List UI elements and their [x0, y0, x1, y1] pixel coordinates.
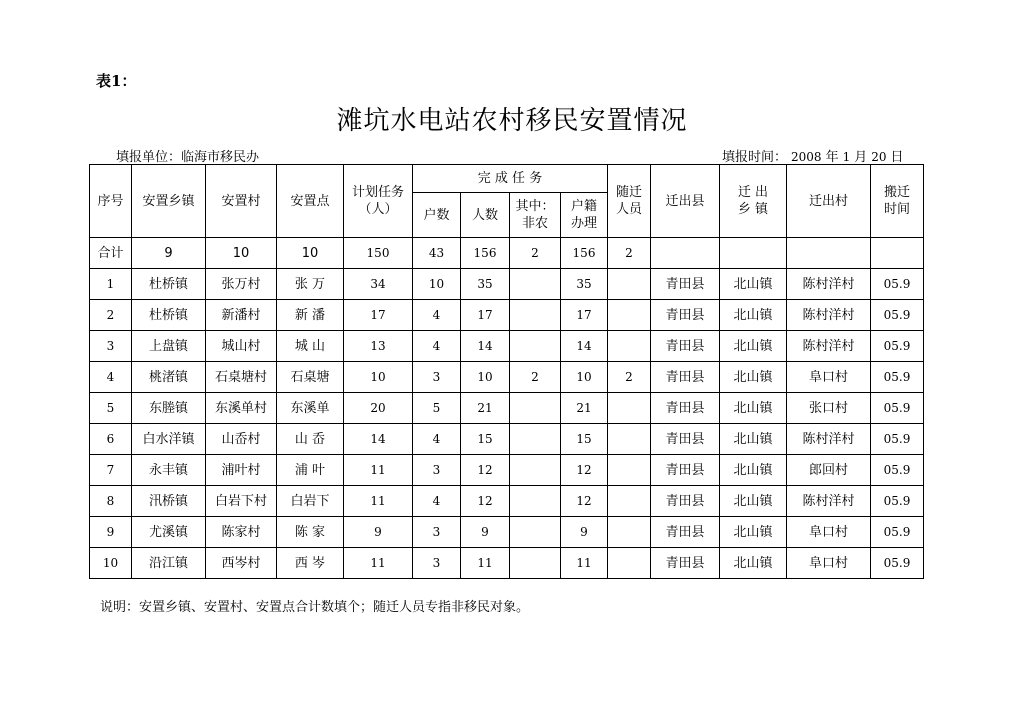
table-cell: 北山镇 — [720, 393, 787, 424]
table-cell: 11 — [561, 548, 608, 579]
table-cell: 11 — [344, 486, 413, 517]
header-out-county: 迁出县 — [651, 165, 720, 238]
table-row — [90, 424, 924, 455]
table-row — [90, 269, 924, 300]
table-cell: 3 — [413, 548, 461, 579]
table-cell: 8 — [90, 486, 132, 517]
table-cell: 张 万 — [277, 269, 344, 300]
table-cell: 10 — [344, 362, 413, 393]
table-cell: 17 — [461, 300, 510, 331]
table-cell: 沿江镇 — [132, 548, 206, 579]
table-cell — [510, 424, 561, 455]
table-cell: 17 — [344, 300, 413, 331]
table-cell — [608, 548, 651, 579]
table-cell — [608, 300, 651, 331]
table-cell: 05.9 — [871, 486, 924, 517]
table-cell: 15 — [561, 424, 608, 455]
table-cell: 150 — [344, 238, 413, 269]
table-cell — [510, 455, 561, 486]
table-cell: 05.9 — [871, 517, 924, 548]
table-cell: 156 — [561, 238, 608, 269]
table-cell: 青田县 — [651, 300, 720, 331]
table-cell: 10 — [561, 362, 608, 393]
table-cell: 石桌塘 — [277, 362, 344, 393]
table-cell: 白岩下 — [277, 486, 344, 517]
table-cell — [608, 393, 651, 424]
table-cell: 20 — [344, 393, 413, 424]
date-day: 20 — [871, 150, 887, 164]
table-cell: 9 — [561, 517, 608, 548]
table-cell: 杜桥镇 — [132, 300, 206, 331]
header-plan-line1: 计划任务 — [351, 185, 404, 200]
table-cell: 张万村 — [206, 269, 277, 300]
table-cell: 北山镇 — [720, 269, 787, 300]
table-cell: 11 — [344, 548, 413, 579]
table-cell: 35 — [561, 269, 608, 300]
header-seq: 序号 — [90, 165, 132, 238]
table-cell: 青田县 — [651, 517, 720, 548]
table-cell: 12 — [561, 486, 608, 517]
table-cell: 12 — [461, 486, 510, 517]
table-row — [90, 455, 924, 486]
table-cell — [608, 269, 651, 300]
table-cell — [608, 424, 651, 455]
table-cell — [787, 238, 871, 269]
table-cell: 4 — [413, 300, 461, 331]
table-cell: 9 — [344, 517, 413, 548]
table-cell: 浦叶村 — [206, 455, 277, 486]
table-cell: 14 — [561, 331, 608, 362]
table-cell — [608, 455, 651, 486]
table-cell: 陈家村 — [206, 517, 277, 548]
table-cell: 05.9 — [871, 548, 924, 579]
table-cell: 2 — [90, 300, 132, 331]
table-cell: 11 — [461, 548, 510, 579]
table-cell: 阜口村 — [787, 517, 871, 548]
table-cell: 156 — [461, 238, 510, 269]
table-cell: 10 — [277, 238, 344, 269]
table-cell: 青田县 — [651, 486, 720, 517]
table-cell: 11 — [344, 455, 413, 486]
table-cell: 14 — [461, 331, 510, 362]
table-cell: 陈村洋村 — [787, 486, 871, 517]
reporting-unit: 填报单位：临海市移民办 — [116, 150, 260, 165]
table-cell: 陈村洋村 — [787, 300, 871, 331]
table-cell: 北山镇 — [720, 300, 787, 331]
date-month-unit: 月 — [854, 150, 868, 165]
table-label: 表1： — [96, 72, 137, 90]
header-move-time-line1: 搬迁 — [883, 185, 910, 200]
table-cell: 北山镇 — [720, 362, 787, 393]
table-row — [90, 393, 924, 424]
table-cell: 2 — [510, 362, 561, 393]
table-cell: 2 — [608, 238, 651, 269]
table-cell: 21 — [561, 393, 608, 424]
table-cell: 12 — [561, 455, 608, 486]
table-cell: 05.9 — [871, 269, 924, 300]
table-row — [90, 362, 924, 393]
table-cell: 北山镇 — [720, 331, 787, 362]
table-cell: 陈村洋村 — [787, 331, 871, 362]
table-cell — [871, 238, 924, 269]
table-cell — [510, 331, 561, 362]
date-year-unit: 年 — [825, 150, 839, 165]
table-cell: 13 — [344, 331, 413, 362]
table-cell: 阜口村 — [787, 548, 871, 579]
table-cell: 新潘村 — [206, 300, 277, 331]
table-cell: 9 — [90, 517, 132, 548]
table-cell: 西岑村 — [206, 548, 277, 579]
header-out-town-line1: 迁 出 — [737, 185, 769, 200]
table-cell: 5 — [90, 393, 132, 424]
header-follow — [608, 165, 651, 238]
table-cell: 尤溪镇 — [132, 517, 206, 548]
table-cell: 10 — [206, 238, 277, 269]
table-row — [90, 300, 924, 331]
table-cell: 白岩下村 — [206, 486, 277, 517]
header-nonfarm — [510, 193, 561, 238]
header-out-town — [720, 165, 787, 238]
table-cell: 北山镇 — [720, 486, 787, 517]
table-cell: 东溪单村 — [206, 393, 277, 424]
table-cell: 10 — [461, 362, 510, 393]
header-nonfarm-line2: 非农 — [521, 216, 548, 231]
table-cell: 陈村洋村 — [787, 269, 871, 300]
header-persons: 人数 — [461, 193, 510, 238]
table-cell: 北山镇 — [720, 517, 787, 548]
table-cell: 21 — [461, 393, 510, 424]
table-cell: 石桌塘村 — [206, 362, 277, 393]
table-row — [90, 517, 924, 548]
table-cell: 西 岑 — [277, 548, 344, 579]
table-cell: 4 — [413, 424, 461, 455]
table-cell: 7 — [90, 455, 132, 486]
table-cell: 3 — [90, 331, 132, 362]
footnote: 说明：安置乡镇、安置村、安置点合计数填个；随迁人员专指非移民对象。 — [100, 600, 530, 615]
header-hukou — [561, 193, 608, 238]
table-cell: 北山镇 — [720, 548, 787, 579]
table-cell: 14 — [344, 424, 413, 455]
table-cell: 青田县 — [651, 455, 720, 486]
table-row — [90, 486, 924, 517]
table-cell: 3 — [413, 455, 461, 486]
table-row — [90, 548, 924, 579]
header-plan-line2: （人） — [358, 202, 398, 217]
total-row — [90, 238, 924, 269]
table-cell: 34 — [344, 269, 413, 300]
table-cell: 汛桥镇 — [132, 486, 206, 517]
table-cell: 35 — [461, 269, 510, 300]
table-cell: 永丰镇 — [132, 455, 206, 486]
table-cell: 10 — [90, 548, 132, 579]
table-cell: 青田县 — [651, 362, 720, 393]
table-cell: 05.9 — [871, 455, 924, 486]
table-cell: 上盘镇 — [132, 331, 206, 362]
table-cell: 山岙村 — [206, 424, 277, 455]
table-cell: 青田县 — [651, 393, 720, 424]
table-cell: 17 — [561, 300, 608, 331]
table-cell — [510, 486, 561, 517]
table-cell: 陈村洋村 — [787, 424, 871, 455]
table-cell: 4 — [413, 486, 461, 517]
table-cell: 浦 叶 — [277, 455, 344, 486]
table-row — [90, 331, 924, 362]
table-cell: 城山村 — [206, 331, 277, 362]
table-cell: 05.9 — [871, 331, 924, 362]
header-town: 安置乡镇 — [132, 165, 206, 238]
table-cell: 4 — [413, 331, 461, 362]
table-cell: 北山镇 — [720, 424, 787, 455]
table-cell: 城 山 — [277, 331, 344, 362]
table-cell: 青田县 — [651, 548, 720, 579]
header-hukou-line1: 户籍 — [570, 199, 597, 214]
header-follow-line2: 人员 — [615, 202, 642, 217]
table-cell: 青田县 — [651, 424, 720, 455]
header-households: 户数 — [413, 193, 461, 238]
date-year: 2008 — [791, 150, 822, 164]
table-cell: 杜桥镇 — [132, 269, 206, 300]
table-cell: 2 — [510, 238, 561, 269]
date-month: 1 — [842, 150, 851, 164]
header-plan — [344, 165, 413, 238]
header-village: 安置村 — [206, 165, 277, 238]
table-cell: 3 — [413, 517, 461, 548]
table-cell — [510, 269, 561, 300]
header-completed: 完 成 任 务 — [413, 165, 608, 193]
table-cell — [510, 548, 561, 579]
table-cell: 3 — [413, 362, 461, 393]
header-follow-line1: 随迁 — [615, 185, 642, 200]
table-cell: 北山镇 — [720, 455, 787, 486]
header-site: 安置点 — [277, 165, 344, 238]
table-cell: 白水洋镇 — [132, 424, 206, 455]
table-cell: 山 岙 — [277, 424, 344, 455]
table-cell: 10 — [413, 269, 461, 300]
table-cell — [510, 300, 561, 331]
table-cell: 1 — [90, 269, 132, 300]
table-cell — [608, 517, 651, 548]
table-cell: 4 — [90, 362, 132, 393]
table-cell: 5 — [413, 393, 461, 424]
table-cell: 2 — [608, 362, 651, 393]
table-cell: 张口村 — [787, 393, 871, 424]
header-move-time-line2: 时间 — [883, 202, 910, 217]
table-cell: 合计 — [90, 238, 132, 269]
header-out-town-line2: 乡 镇 — [737, 202, 769, 217]
date-prefix: 填报时间： — [722, 150, 788, 165]
table-cell: 9 — [461, 517, 510, 548]
header-out-village: 迁出村 — [787, 165, 871, 238]
table-cell — [651, 238, 720, 269]
table-cell: 43 — [413, 238, 461, 269]
table-cell: 青田县 — [651, 269, 720, 300]
table-cell: 桃渚镇 — [132, 362, 206, 393]
resettlement-table — [89, 164, 924, 579]
table-cell: 郎回村 — [787, 455, 871, 486]
table-cell — [720, 238, 787, 269]
table-cell: 阜口村 — [787, 362, 871, 393]
table-cell: 12 — [461, 455, 510, 486]
table-cell: 9 — [132, 238, 206, 269]
table-cell: 东塍镇 — [132, 393, 206, 424]
table-cell — [510, 393, 561, 424]
table-cell: 东溪单 — [277, 393, 344, 424]
table-cell — [608, 331, 651, 362]
table-cell — [608, 486, 651, 517]
table-cell: 15 — [461, 424, 510, 455]
date-day-unit: 日 — [890, 150, 904, 165]
header-move-time — [871, 165, 924, 238]
table-cell: 青田县 — [651, 331, 720, 362]
header-nonfarm-line1: 其中： — [515, 199, 555, 214]
table-cell: 05.9 — [871, 424, 924, 455]
table-cell: 05.9 — [871, 300, 924, 331]
reporting-date — [722, 146, 904, 165]
table-cell: 05.9 — [871, 393, 924, 424]
page-title: 滩坑水电站农村移民安置情况 — [336, 106, 688, 136]
table-cell: 05.9 — [871, 362, 924, 393]
table-cell — [510, 517, 561, 548]
header-hukou-line2: 办理 — [570, 216, 597, 231]
table-cell: 新 潘 — [277, 300, 344, 331]
table-cell: 6 — [90, 424, 132, 455]
table-cell: 陈 家 — [277, 517, 344, 548]
